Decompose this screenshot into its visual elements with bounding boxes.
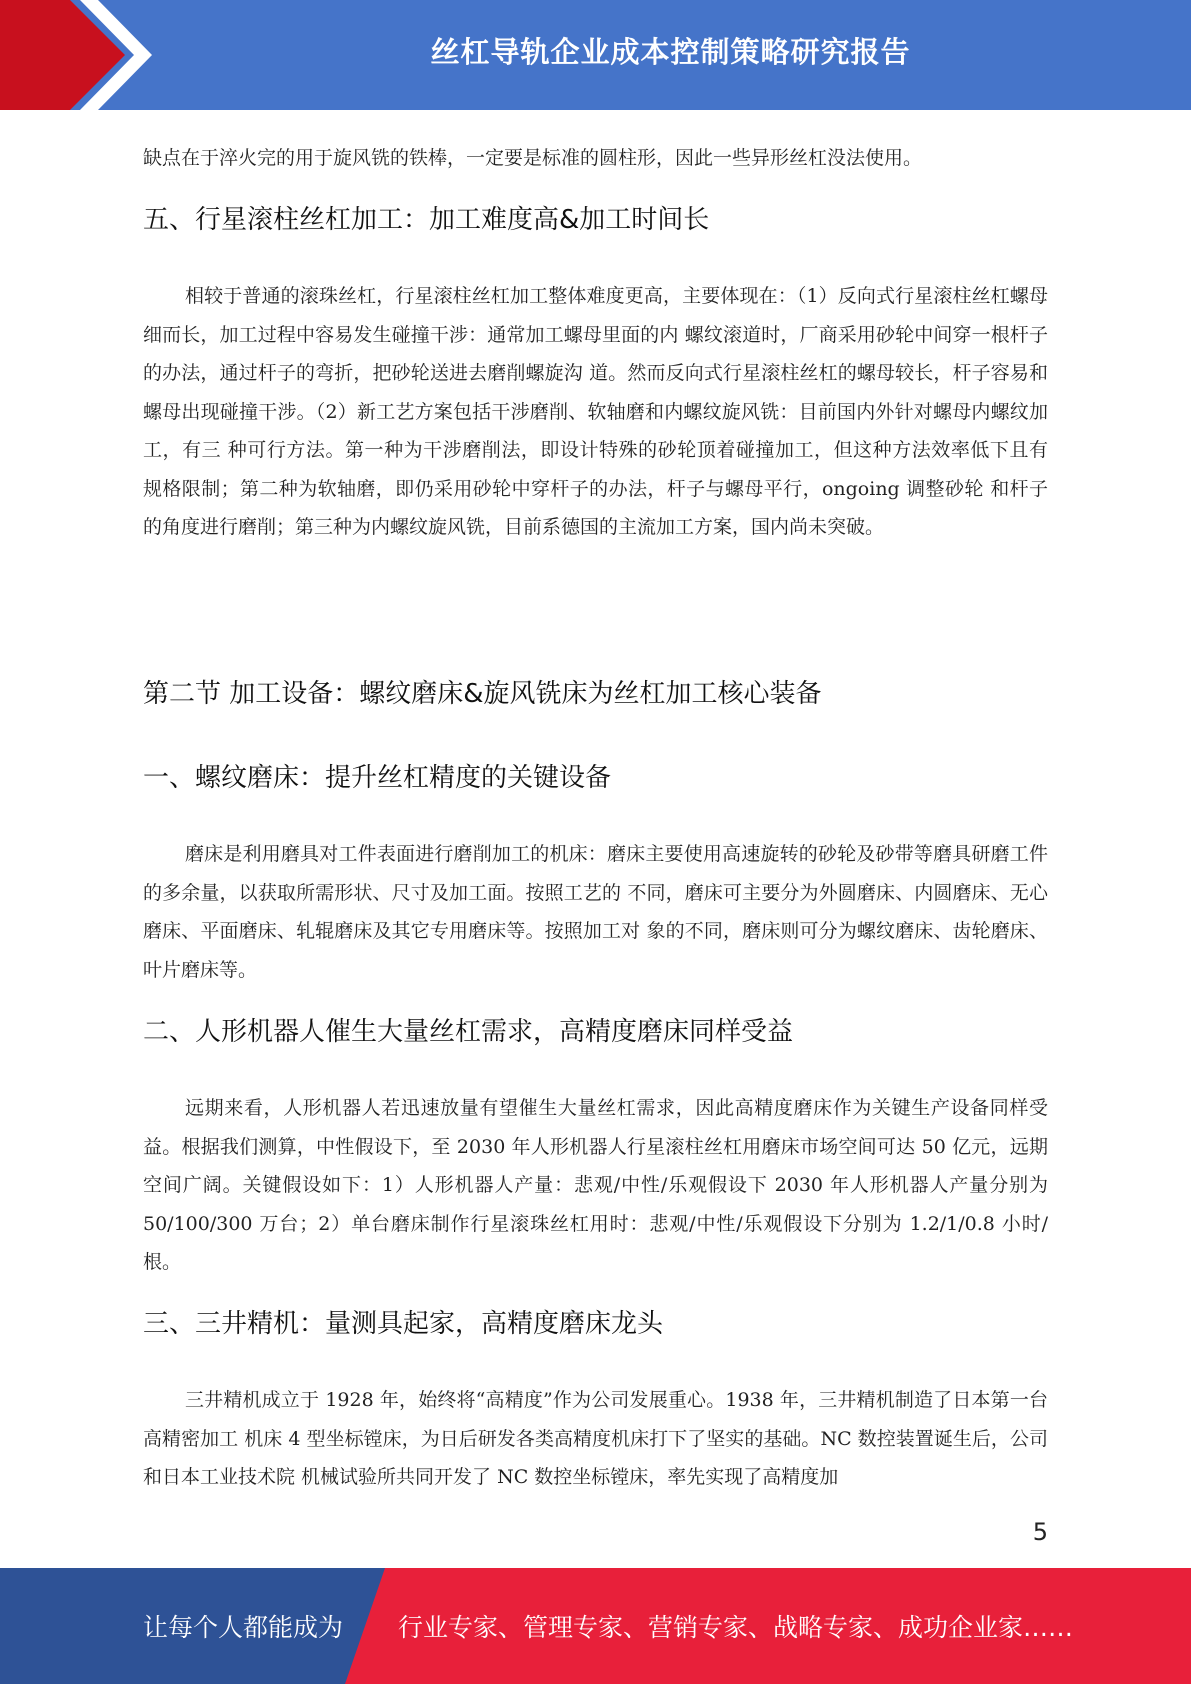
sub-2-body (143, 1089, 1048, 1282)
intro-line: 缺点在于淬火完的用于旋风铣的铁棒，一定要是标准的圆柱形，因此一些异形丝杠没法使用。 (143, 147, 923, 169)
section-5-paragraph: 相较于普通的滚珠丝杠，行星滚柱丝杠加工整体难度更高，主要体现在：（1）反向式行星滚柱丝杠螺母细而长，加工过程中容易发生碰撞干涉：通常加工螺母里面的内 螺纹滚道时，厂商采用砂轮中间穿一根杆子的办法，通过杆子的弯折，把砂轮送进去磨削螺旋沟 道。然而反向式行星滚柱丝杠的螺母较长，杆子容易和螺母出现碰撞干涉。（2）新工艺方案包括干涉磨削、软轴磨和内螺纹旋风铣：目前国内外针对螺母内螺纹加工，有三 种可行方法。第一种为干涉磨削法，即设计特殊的砂轮顶着碰撞加工，但这种方法效率低下且有 规格限制；第二种为软轴磨，即仍采用砂轮中穿杆子的办法，杆子与螺母平行，ongoing 调整砂轮 和杆子的角度进行磨削；第三种为内螺纹旋风铣，目前系德国的主流加工方案，国内尚未突破。 (143, 285, 1048, 538)
chapter-2-heading: 第二节 加工设备：螺纹磨床&旋风铣床为丝杠加工核心装备 (143, 679, 822, 709)
section-5-heading: 五、行星滚柱丝杠加工：加工难度高&加工时间长 (143, 205, 710, 235)
report-title: 丝杠导轨企业成本控制策略研究报告 (430, 34, 911, 69)
page-header (0, 0, 1191, 110)
sub-3-body (143, 1381, 1048, 1497)
sub-2-heading-block (143, 1015, 1048, 1049)
page-number: 5 (1032, 1518, 1048, 1546)
footer-slogan-left: 让每个人都能成为 (143, 1613, 344, 1642)
footer-slogan-right: 行业专家、管理专家、营销专家、战略专家、成功企业家…… (398, 1613, 1074, 1642)
sub-2-heading: 二、人形机器人催生大量丝杠需求，高精度磨床同样受益 (143, 1017, 794, 1047)
sub-3-heading-block (143, 1307, 1048, 1341)
sub-1-heading: 一、螺纹磨床：提升丝杠精度的关键设备 (143, 763, 612, 793)
sub-3-paragraph: 三井精机成立于 1928 年，始终将“高精度”作为公司发展重心。1938 年，三井精机制造了日本第一台高精密加工 机床 4 型坐标镗床，为日后研发各类高精度机床打下了坚实的基础。NC 数控装置诞生后，公司和日本工业技术院 机械试验所共同开发了 NC 数控坐标镗床，率先实现了高精度加 (143, 1389, 1048, 1488)
chapter-2-heading-block (143, 677, 1048, 711)
sub-1-body (143, 835, 1048, 989)
sub-1-paragraph: 磨床是利用磨具对工件表面进行磨削加工的机床：磨床主要使用高速旋转的砂轮及砂带等磨具研磨工件的多余量，以获取所需形状、尺寸及加工面。按照工艺的 不同，磨床可主要分为外圆磨床、内圆磨床、无心磨床、平面磨床、轧辊磨床及其它专用磨床等。按照加工对 象的不同，磨床则可分为螺纹磨床、齿轮磨床、叶片磨床等。 (143, 843, 1048, 981)
section-5-body (143, 277, 1048, 547)
header-arrow-decoration (0, 0, 160, 110)
sub-2-paragraph: 远期来看，人形机器人若迅速放量有望催生大量丝杠需求，因此高精度磨床作为关键生产设备同样受益。根据我们测算，中性假设下，至 2030 年人形机器人行星滚柱丝杠用磨床市场空间可达 50 亿元，远期空间广阔。关键假设如下：1）人形机器人产量：悲观/中性/乐观假设下 2030 年人形机器人产量分别为 50/100/300 万台；2）单台磨床制作行星滚珠丝杠用时：悲观/中性/乐观假设下分别为 1.2/1/0.8 小时/根。 (143, 1097, 1048, 1273)
sub-1-heading-block (143, 761, 1048, 795)
intro-line-block (143, 139, 1048, 178)
sub-3-heading: 三、三井精机：量测具起家，高精度磨床龙头 (143, 1309, 664, 1339)
page-footer (0, 1568, 1191, 1684)
section-5-heading-block (143, 203, 1048, 237)
